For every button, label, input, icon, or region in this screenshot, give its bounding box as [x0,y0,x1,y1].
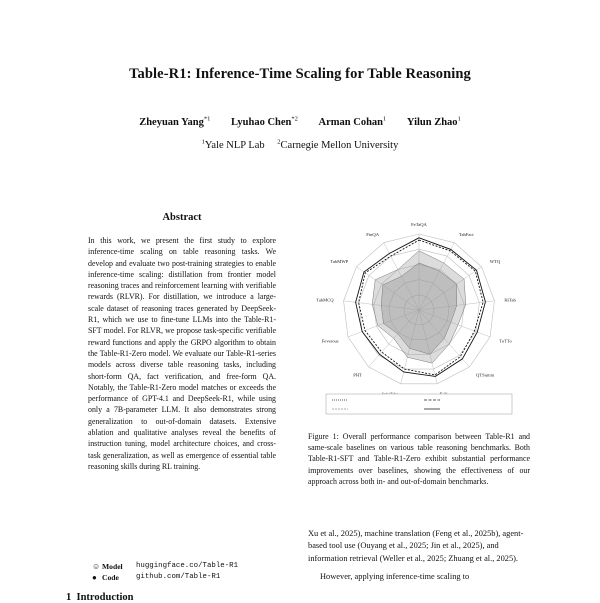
model-link-row[interactable] [92,561,282,572]
affiliation: $^1$Yale NLP Lab [201,138,265,151]
model-link-url[interactable]: huggingface.co/Table-R1 [136,562,239,570]
author-list [0,115,600,128]
radar-axis-label: WTQ [489,259,501,265]
radar-axis-label: QTSumm [476,372,495,378]
github-icon: ● [92,573,97,582]
figure-caption: Figure 1: Overall performance comparison between Table-R1 and same-scale baselines on various table reasoning benchmarks. Both Table-R1-SFT and Table-R1-Zero exhibit substantial performance improvements over baselines, showing the effectiveness of our approach across both in- and out-of-domain benchmarks. [308,432,530,486]
body-paragraph: However, applying inference-time scaling to [320,571,470,581]
radar-axis-label: Feverous [321,338,339,344]
right-column-body [308,528,530,583]
body-paragraph: Xu et al., 2025), machine translation (Feng et al., 2025b), agent-based tool use (Ouyang et al., 2025; Jin et al., 2025), and information retrieval (Weller et al., 2025; Zhuang et al., 2025). [308,529,524,563]
radar-axis-label: FeTaQA [411,222,427,227]
radar-chart [308,210,530,422]
abstract-heading: Abstract [162,212,202,223]
radar-axis-label: HiTab [504,297,516,303]
author: Yilun Zhao$^1$ [406,115,461,128]
paper-title: Table-R1: Inference-Time Scaling for Table Reasoning [129,66,471,82]
section-heading: 1 Introduction [66,592,134,603]
model-link-label: Model [102,562,123,571]
author: Zheyuan Yang$^{*1}$ [139,115,211,128]
resource-links [92,561,282,583]
author: Lyuhao Chen$^{*2}$ [231,115,298,128]
radar-axis-label: ToTTo [499,338,512,344]
author: Arman Cohan$^1$ [318,115,387,128]
code-link-row[interactable] [92,572,282,583]
abstract-body: In this work, we present the first study to explore inference-time scaling on table reasoning tasks. We develop and evaluate two post-training strategies to enable inference-time scaling: distillation from frontier model reasoning traces and reinforcement learning with verifiable rewards (RLVR). For distillation, we introduce a large-scale dataset of reasoning traces generated by DeepSeek-R1, which we use to fine-tune LLMs into the Table-R1-SFT model. For RLVR, we propose task-specific verifiable reward functions and apply the GRPO algorithm to obtain the Table-R1-Zero model. We evaluate our Table-R1-series models across diverse table reasoning tasks, including short-form QA, fact verification, and free-form QA. Notably, the Table-R1-Zero model matches or exceeds the performance of GPT-4.1 and DeepSeek-R1, while using only a 7B-parameter LLM. It also demonstrates strong generalization to out-of-domain datasets. Extensive ablation and qualitative analyses reveal the benefits of instruction tuning, model architecture choices, and cross-task generalization, as well as emergence of essential table reasoning skills during RL training. [88,236,276,471]
hugging-face-icon: ☺ [92,562,101,571]
radar-figure [308,210,530,422]
code-link-url[interactable]: github.com/Table-R1 [136,573,221,581]
radar-axis-label: PHT [353,372,362,378]
radar-axis-label: FinQA [366,231,380,237]
code-link-label: Code [102,573,119,582]
radar-axis-label: TabMWP [330,259,349,265]
radar-legend-box [326,394,512,414]
affiliation-list [0,138,600,151]
radar-axis-label: TabMCQ [316,297,334,303]
affiliation: $^2$Carnegie Mellon University [277,138,399,151]
radar-axis-label: TabFact [458,231,474,237]
